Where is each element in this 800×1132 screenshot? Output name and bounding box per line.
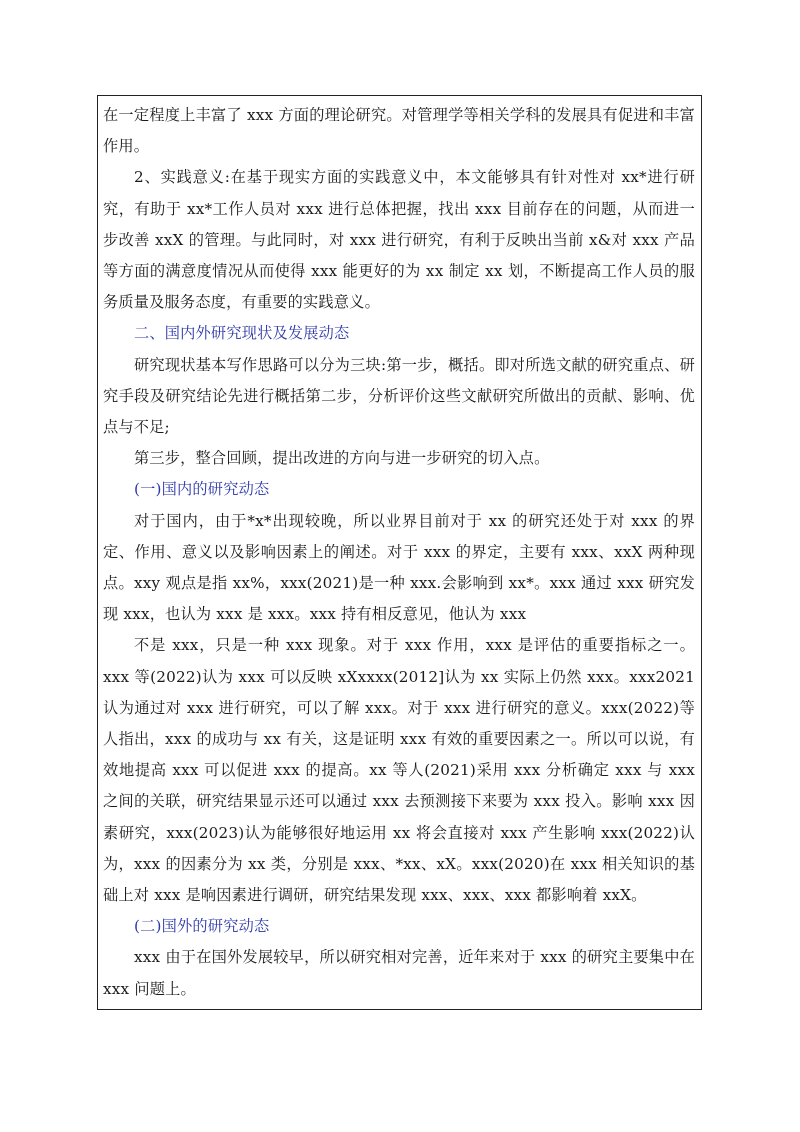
paragraph-foreign-research: xxx 由于在国外发展较早，所以研究相对完善，近年来对于 xxx 的研究主要集中在 xxx 问题上。 [103,948,695,998]
document-body [103,100,695,1005]
paragraph-domestic-research-2: 不是 xxx，只是一种 xxx 现象。对于 xxx 作用，xxx 是评估的重要指标之一。xxx 等(2022)认为 xxx 可以反映 xXxxxx(2012]认为 xx 实际上仍然 xxx。xxx2021 认为通过对 xxx 进行研究，可以了解 xxx。对于 xxx 进行研究的意义。xxx(2022)等人指出，xxx 的成功与 xx 有关，这是证明 xxx 有效的重要因素之一。所以可以说，有效地提高 xxx 可以促进 xxx 的提高。xx 等人(2021)采用 xxx 分析确定 xxx 与 xxx 之间的关联，研究结果显示还可以通过 xxx 去预测接下来要为 xxx 投入。影响 xxx 因素研究，xxx(2023)认为能够很好地运用 xx 将会直接对 xxx 产生影响 xxx(2022)认为，xxx 的因素分为 xx 类，分别是 xxx、*xx、xX。xxx(2020)在 xxx 相关知识的基础上对 xxx 是响因素进行调研，研究结果发现 xxx、xxx、xxx 都影响着 xxX。 [103,636,695,905]
subheading-domestic-research: (一)国内的研究动态 [134,480,270,499]
paragraph-domestic-research-1: 对于国内，由于*x*出现较晚，所以业界目前对于 xx 的研究还处于对 xxx 的界定、作用、意义以及影响因素上的阐述。对于 xxx 的界定，主要有 xxx、xxX 两种现点。xxy 观点是指 xx%，xxx(2021)是一种 xxx.会影响到 xx*。xxx 通过 xxx 研究发现 xxx，也认为 xxx 是 xxx。xxx 持有相反意见，他认为 xxx [103,511,695,624]
subheading-foreign-research: (二)国外的研究动态 [134,917,270,936]
section-heading-research-status: 二、国内外研究现状及发展动态 [134,324,350,343]
paragraph-step-three: 第三步，整合回顾，提出改进的方向与进一步研究的切入点。 [134,449,550,468]
paragraph-writing-approach: 研究现状基本写作思路可以分为三块:第一步，概括。即对所选文献的研究重点、研究手段及研究结论先进行概括第二步，分析评价这些文献研究所做出的贡献、影响、优点与不足; [103,355,695,437]
paragraph-practical-significance: 2、实践意义:在基于现实方面的实践意义中，本文能够具有针对性对 xx*进行研究，有助于 xx*工作人员对 xxx 进行总体把握，找出 xxx 目前存在的问题，从而进一步改善 xxX 的管理。与此同时，对 xxx 进行研究，有利于反映出当前 x&对 xxx 产品等方面的满意度情况从而使得 xxx 能更好的为 xx 制定 xx 划，不断提高工作人员的服务质量及服务态度，有重要的实践意义。 [103,168,695,312]
paragraph-theory-continuation: 在一定程度上丰富了 xxx 方面的理论研究。对管理学等相关学科的发展具有促进和丰富作用。 [103,106,695,156]
